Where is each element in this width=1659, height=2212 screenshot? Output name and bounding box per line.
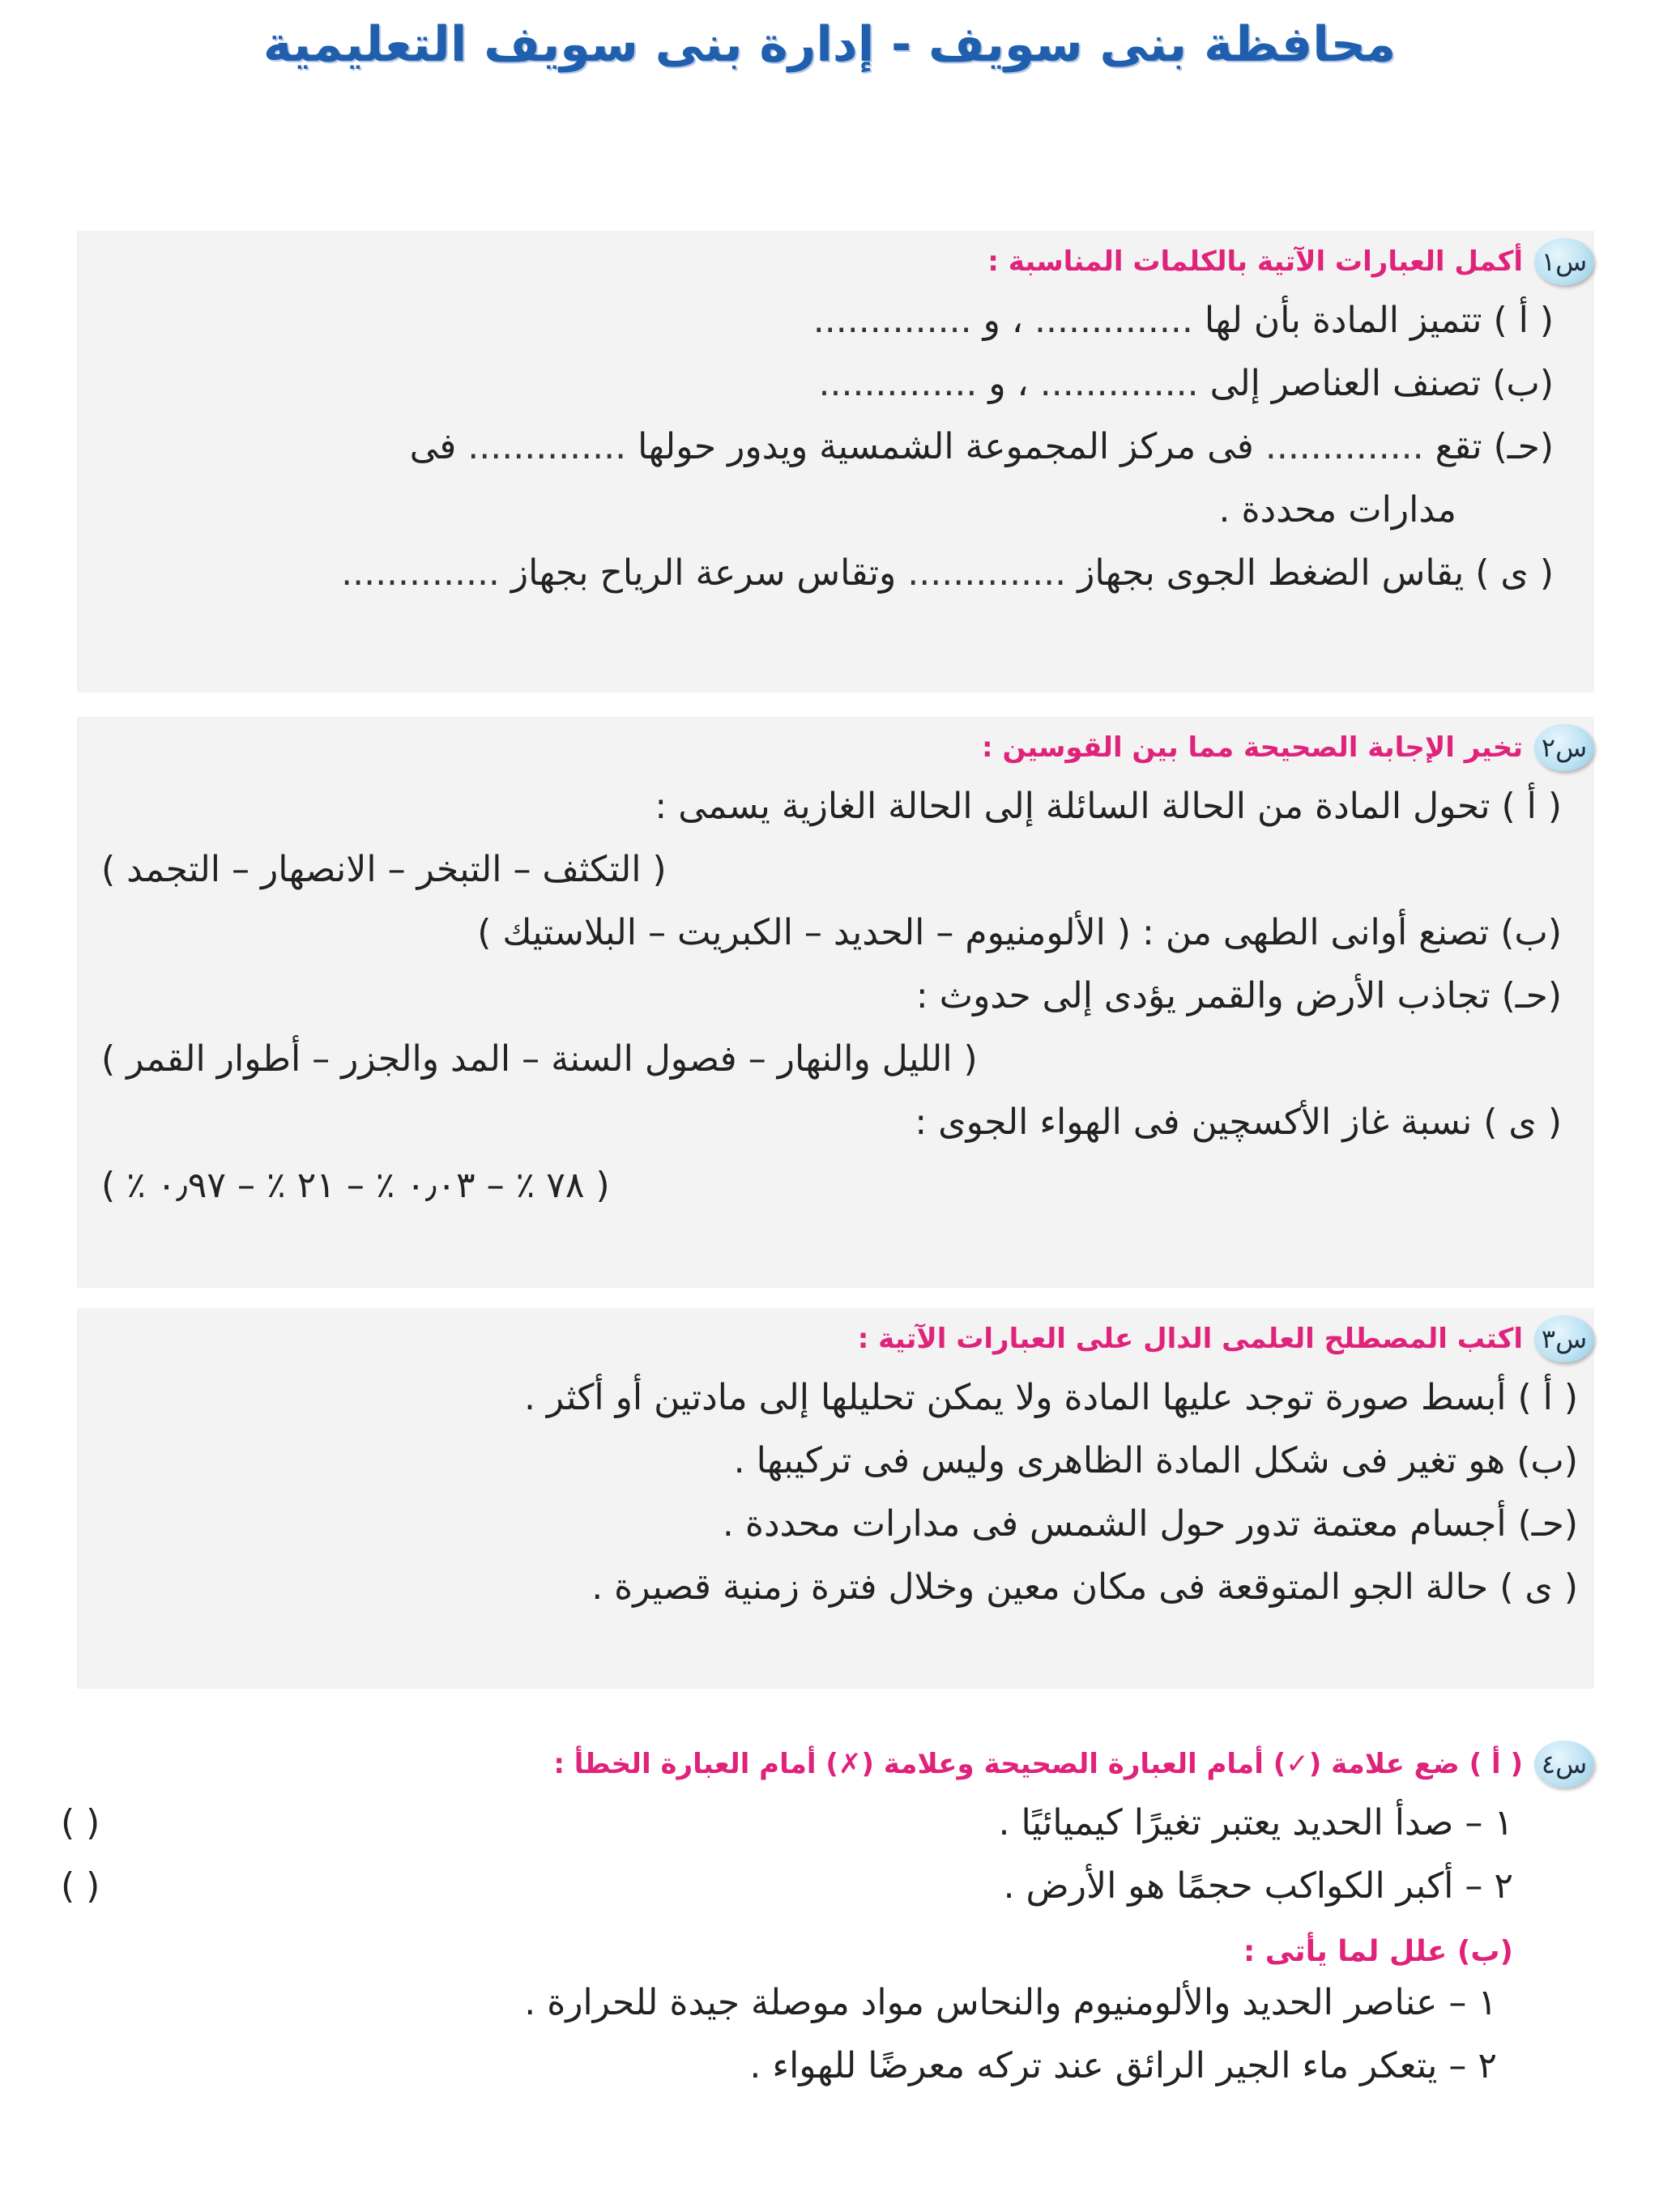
q3-item-c: (حـ) أجسام معتمة تدور حول الشمس فى مدارات محددة . — [722, 1503, 1578, 1545]
question-3-badge: س٣ — [1534, 1315, 1594, 1362]
q4-true-false-1 — [61, 1795, 1513, 1863]
q1-item-b-label: (ب) تصنف العناصر إلى — [1209, 363, 1554, 404]
q1-item-a-label: ( أ ) تتميز المادة بأن لها — [1204, 300, 1554, 341]
question-4 — [61, 1733, 1594, 2203]
question-3 — [77, 1308, 1594, 1689]
q4-reason-2: ٢ – يتعكر ماء الجير الرائق عند تركه معرضًا للهواء . — [749, 2045, 1497, 2086]
answer-box[interactable]: ( ) — [61, 1865, 100, 1907]
question-1-badge: س١ — [1534, 238, 1594, 285]
page-title: محافظة بنى سويف - إدارة بنى سويف التعليمية — [262, 16, 1397, 73]
q1-item-d — [77, 550, 1554, 613]
question-1 — [77, 231, 1594, 693]
blank: .............. — [467, 426, 627, 467]
blank: .............. — [1034, 300, 1193, 341]
q2-item-c: (حـ) تجاذب الأرض والقمر يؤدى إلى حدوث : — [915, 975, 1562, 1016]
q3-item-d: ( ى ) حالة الجو المتوقعة فى مكان معين وخلال فترة زمنية قصيرة . — [591, 1566, 1578, 1608]
blank: .............. — [1039, 363, 1199, 404]
q1-item-c — [77, 424, 1554, 487]
connector: وتقاس سرعة الرياح بجهاز — [510, 552, 897, 594]
question-2-title: تخير الإجابة الصحيحة مما بين القوسين : — [982, 731, 1523, 764]
q2-item-d: ( ى ) نسبة غاز الأكسچين فى الهواء الجوى : — [915, 1102, 1562, 1143]
q4-reason-1: ١ – عناصر الحديد والألومنيوم والنحاس مواد موصلة جيدة للحرارة . — [524, 1982, 1497, 2023]
question-4-badge: س٤ — [1534, 1741, 1594, 1788]
q4-part-b-title: (ب) علل لما يأتى : — [1243, 1935, 1513, 1968]
q2-item-a: ( أ ) تحول المادة من الحالة السائلة إلى الحالة الغازية يسمى : — [655, 786, 1562, 827]
question-3-title: اكتب المصطلح العلمى الدال على العبارات الآتية : — [857, 1323, 1523, 1355]
connector: ، و — [988, 363, 1029, 404]
question-4-title: ( أ ) ضع علامة (✓) أمام العبارة الصحيحة وعلامة (✗) أمام العبارة الخطأ : — [553, 1748, 1523, 1780]
question-3-header — [77, 1308, 1594, 1370]
q1-item-b — [77, 360, 1554, 424]
connector: فى مركز المجموعة الشمسية ويدور حولها — [638, 426, 1254, 467]
blank: .............. — [818, 363, 978, 404]
connector: فى — [409, 426, 457, 467]
answer-box[interactable]: ( ) — [61, 1802, 100, 1843]
question-2-badge: س٢ — [1534, 724, 1594, 771]
connector: ، و — [983, 300, 1024, 341]
statement-text: ١ – صدأ الحديد يعتبر تغيرًا كيميائيًا . — [998, 1802, 1513, 1843]
q2-item-a-options: ( التكثف – التبخر – الانصهار – التجمد ) — [101, 849, 667, 890]
q1-item-a — [77, 292, 1554, 360]
question-4-header — [77, 1733, 1594, 1795]
blank: .............. — [812, 300, 972, 341]
q1-item-c-continued — [77, 487, 1554, 550]
q1-item-c-continued-text: مدارات محددة . — [1218, 489, 1456, 531]
question-2-header — [77, 717, 1594, 778]
q1-item-c-label: (حـ) تقع — [1435, 426, 1554, 467]
q2-item-b: (ب) تصنع أوانى الطهى من : ( الألومنيوم – الحديد – الكبريت – البلاستيك ) — [477, 912, 1562, 953]
blank: .............. — [1265, 426, 1424, 467]
blank: .............. — [341, 552, 500, 594]
q3-item-b: (ب) هو تغير فى شكل المادة الظاهرى وليس فى تركيبها . — [733, 1440, 1578, 1481]
q4-true-false-2 — [61, 1863, 1513, 1926]
statement-text: ٢ – أكبر الكواكب حجمًا هو الأرض . — [1003, 1865, 1513, 1907]
q3-item-a: ( أ ) أبسط صورة توجد عليها المادة ولا يمكن تحليلها إلى مادتين أو أكثر . — [523, 1377, 1578, 1418]
q4-part-b-heading — [77, 1926, 1513, 1980]
q2-item-c-options: ( الليل والنهار – فصول السنة – المد والجزر – أطوار القمر ) — [101, 1038, 978, 1080]
question-1-title: أكمل العبارات الآتية بالكلمات المناسبة : — [987, 245, 1523, 278]
blank: .............. — [907, 552, 1067, 594]
q2-item-d-options: ( ٧٨ ٪ – ٠٫٠٣ ٪ – ٢١ ٪ – ٠٫٩٧ ٪ ) — [101, 1165, 610, 1206]
question-2 — [77, 717, 1594, 1288]
question-1-header — [77, 231, 1594, 292]
q1-item-d-label: ( ى ) يقاس الضغط الجوى بجهاز — [1077, 552, 1554, 594]
